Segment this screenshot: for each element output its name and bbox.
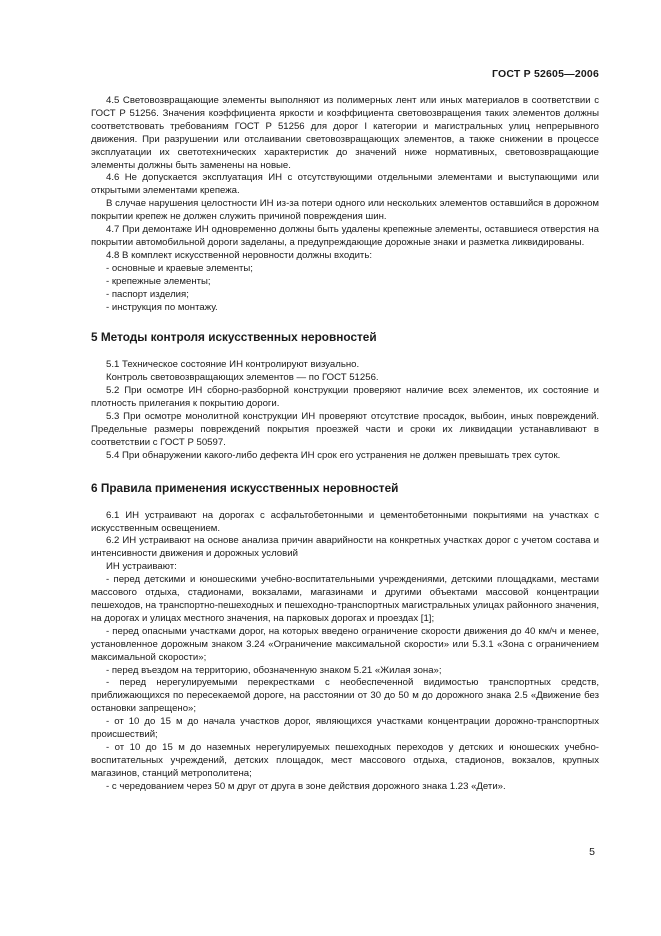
list-item: - от 10 до 15 м до начала участков дорог, являющихся участками концентрации дорожно-транспортных происшествий; [91,716,599,741]
section-5-body [91,359,599,462]
paragraph-5-4: 5.4 При обнаружении какого-либо дефекта ИН срок его устранения не должен превышать трех суток. [106,449,561,461]
section-4-continued [91,95,599,314]
paragraph-4-6: 4.6 Не допускается эксплуатация ИН с отсутствующими отдельными элементами и выступающими или открытыми элементами крепежа. [91,172,599,197]
list-item: - инструкция по монтажу. [106,301,218,313]
paragraph-5-1-b: Контроль световозвращающих элементов — по ГОСТ 51256. [106,372,379,384]
page-content [91,95,599,794]
paragraph-4-7: 4.7 При демонтаже ИН одновременно должны быть удалены крепежные элементы, оставшиеся отверстия на покрытии автомобильной дороги заделаны, а предупреждающие дорожные знаки и разметка ликвидированы. [91,224,599,248]
page-number: 5 [589,846,595,858]
paragraph-4-8: 4.8 В комплект искусственной неровности должны входить: [106,249,372,261]
paragraph-6-2-intro: ИН устраивают: [106,561,177,573]
list-item: - перед детскими и юношескими учебно-воспитательными учреждениями, детскими площадками, местами массового отдыха, стадионами, вокзалами, магазинами и другими объектами массовой концентрации пешеходов, на транспортно-пешеходных и пешеходно-транспортных магистральных улицах районного значения, на дорогах и улицах местного значения, на парковых дорогах и проездах [1]; [91,574,599,624]
section-6-heading: 6 Правила применения искусственных неровностей [91,480,399,495]
list-item: - перед въездом на территорию, обозначенную знаком 5.21 «Жилая зона»; [106,664,442,676]
paragraph-5-2: 5.2 При осмотре ИН сборно-разборной конструкции проверяют наличие всех элементов, их состояние и плотность прилегания к покрытию дороги. [91,385,599,410]
list-item: - перед нерегулируемыми перекрестками с необеспеченной видимостью транспортных средств, приближающихся по пересекаемой дороге, на расстоянии от 30 до 50 м до дорожного знака 2.5 «Движение без остановки запрещено»; [91,677,599,715]
section-6-body [91,510,599,794]
list-item: - основные и краевые элементы; [106,262,253,274]
list-item: - крепежные элементы; [106,275,211,287]
list-item: - от 10 до 15 м до наземных нерегулируемых пешеходных переходов у детских и юношеских учебно-воспитательных учреждений, детских площадок, мест массового отдыха, стадионов, вокзалов, крупных магазинов, станций метрополитена; [91,741,599,779]
paragraph-5-3: 5.3 При осмотре монолитной конструкции ИН проверяют отсутствие просадок, выбоин, иных повреждений. Предельные размеры повреждений покрытия проезжей части и сроки их ликвидации устанавливают в соответствии с ГОСТ Р 50597. [91,411,599,448]
paragraph-4-6-b: В случае нарушения целостности ИН из-за потери одного или нескольких элементов оставшийся в дорожном покрытии крепеж не должен служить причиной повреждения шин. [91,198,599,223]
document-header: ГОСТ Р 52605—2006 [491,68,599,80]
list-item: - с чередованием через 50 м друг от друга в зоне действия дорожного знака 1.23 «Дети». [106,780,506,792]
paragraph-6-1: 6.1 ИН устраивают на дорогах с асфальтобетонными и цементобетонными покрытиями на участках с искусственным освещением. [91,509,599,534]
list-item: - паспорт изделия; [106,288,189,300]
paragraph-6-2: 6.2 ИН устраивают на основе анализа причин аварийности на конкретных участках дорог с учетом состава и интенсивности движения и дорожных условий [91,535,599,560]
section-5-heading: 5 Методы контроля искусственных неровностей [91,330,377,345]
list-item: - перед опасными участками дорог, на которых введено ограничение скорости движения до 40 км/ч и менее, установленное дорожным знаком 3.24 «Ограничение максимальной скорости» или 5.3.1 «Зона с ограничением максимальной скорости»; [91,625,599,663]
paragraph-5-1: 5.1 Техническое состояние ИН контролируют визуально. [106,359,360,371]
paragraph-4-5: 4.5 Световозвращающие элементы выполняют из полимерных лент или иных материалов в соответствии с ГОСТ Р 51256. Значения коэффициента яркости и коэффициента световозвращения таких элементов должны соответствовать требованиям ГОСТ Р 51256 для дорог I категории и магистральных улиц непрерывного движения. При разрушении или отслаивании световозвращающих элементов, а также снижении в процессе эксплуатации их светотехнических характеристик до значений ниже нормативных, световозвращающие элементы должны быть заменены на новые. [91,95,599,171]
